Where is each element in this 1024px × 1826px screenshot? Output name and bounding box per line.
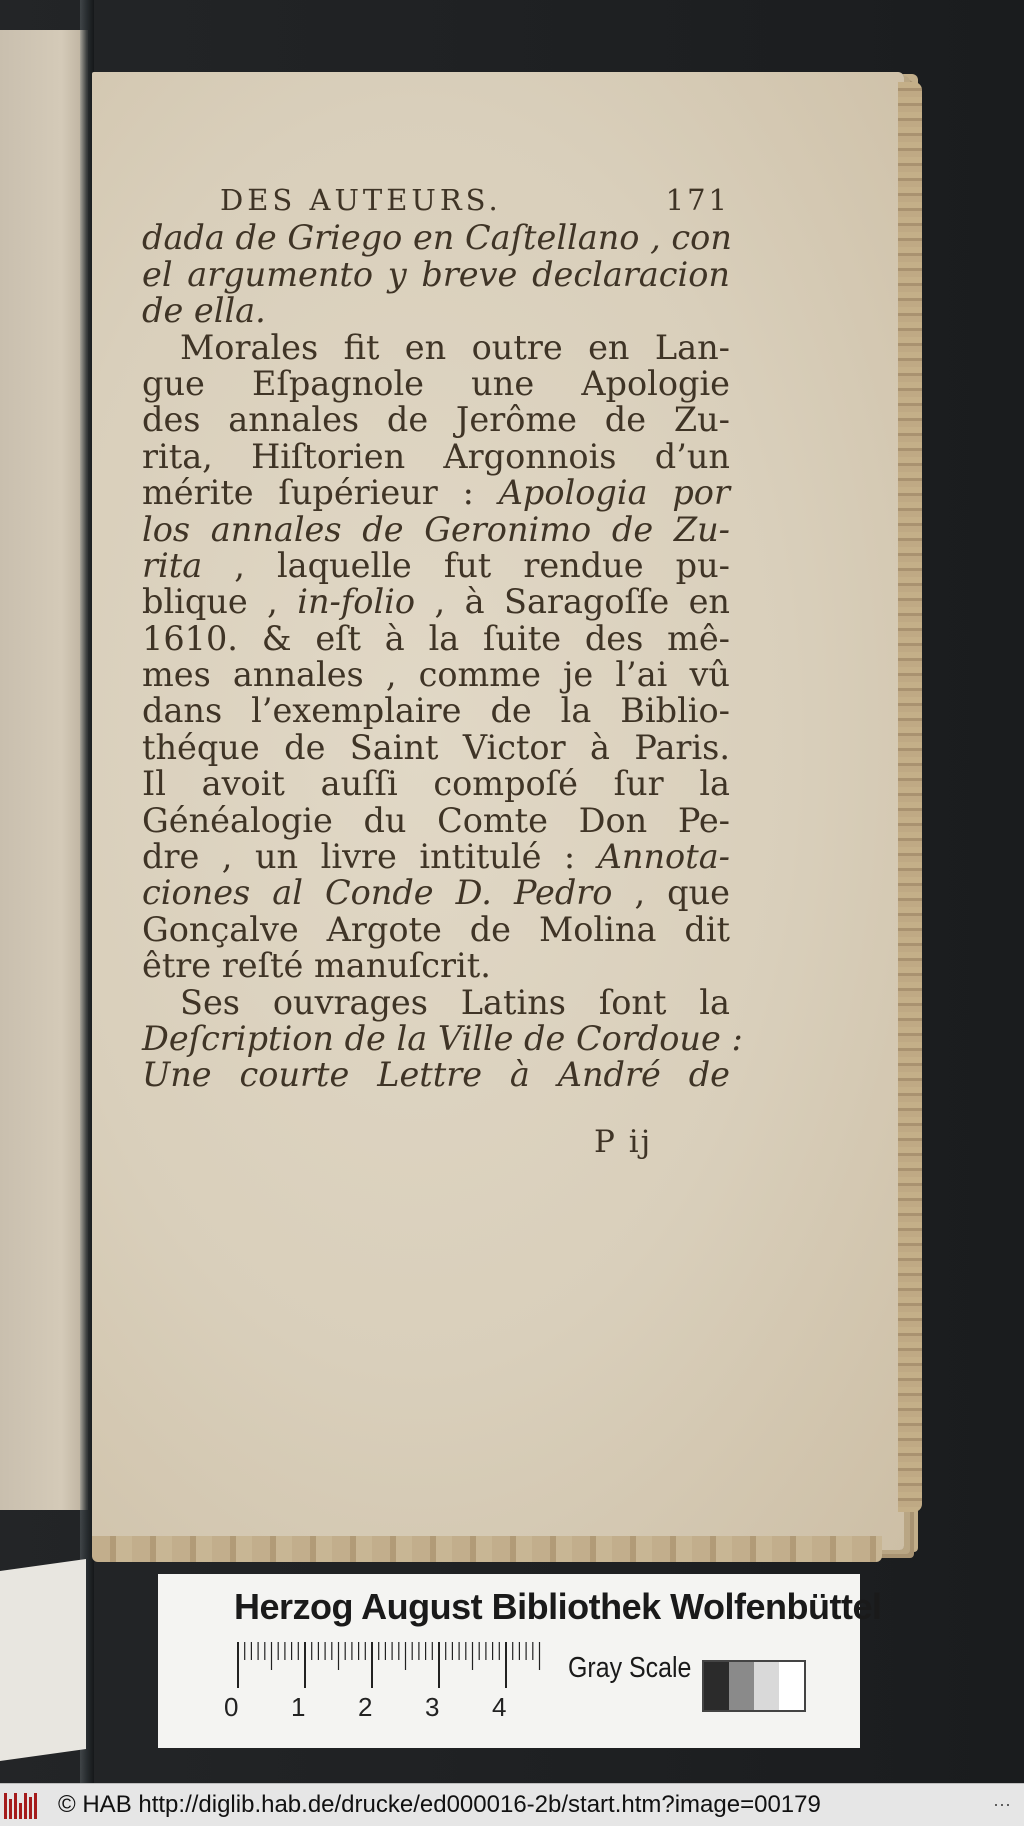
roman-text: être reſté manuſcrit. [142,946,491,986]
text-line [142,363,730,403]
italic-text: dada de Griego en Caſtellano , con [142,218,732,258]
gray-scale-label: Gray Scale [568,1652,692,1684]
italic-text: Deſcription de la Ville de Cordoue : [142,1019,743,1058]
book-page [92,72,904,1550]
page-number: 171 [665,183,730,217]
gray-swatch [729,1662,754,1710]
ruler-scale [236,1640,556,1690]
text-line [142,693,730,729]
text-line [142,436,730,476]
footer-bar [0,1783,1024,1826]
text-line [142,293,730,329]
ruler-number: 4 [492,1692,507,1722]
text-line [142,402,730,438]
roman-text: blique , [142,582,298,622]
italic-text: Annota- [597,837,730,877]
roman-text: théque de Saint Victor à Paris. [142,727,730,767]
text-lines [142,218,743,1095]
roman-text: mes annales , comme je l’ai vû [142,655,730,695]
ruler-number: 0 [224,1692,239,1722]
card-title: Herzog August Bibliothek Wolfenbüttel [234,1586,882,1627]
italic-text: Une courte Lettre à André de [142,1055,730,1095]
roman-text: dre , un livre intitulé : [142,837,598,877]
italic-text: de ella. [142,291,266,331]
signature-mark: P ij [594,1124,653,1160]
text-line [142,875,730,911]
running-head-title: DES AUTEURS. [220,183,502,217]
footer-url[interactable]: © HAB http://diglib.hab.de/drucke/ed000016-2b/start.htm?image=00179 [58,1791,821,1818]
text-line [142,327,730,367]
text-line [142,1019,743,1058]
text-line [142,254,730,294]
text-line [142,909,730,949]
text-line [142,509,730,549]
gray-scale-swatches [702,1660,806,1712]
roman-text: dans l’exemplaire de la Biblio- [142,691,730,731]
text-line [142,657,730,693]
adjacent-color-card [0,1559,86,1761]
roman-text: , laquelle fut rendue pu- [202,545,730,585]
page-text [142,182,743,1095]
roman-text: Gonçalve Argote de Molina dit [142,909,730,949]
ruler-number: 3 [425,1692,440,1722]
text-line [142,982,730,1022]
running-head [142,182,730,218]
roman-text: , que [612,873,731,913]
color-reference-card [158,1574,882,1748]
more-options-icon[interactable]: ⋯ [993,1794,1012,1815]
text-line [142,948,730,984]
roman-text: Il avoit auſſi compoſé ſur la [142,764,730,804]
roman-text: Généalogie du Comte Don Pe- [142,800,730,840]
roman-text: mérite ſupérieur : [142,473,499,513]
page-deckle-edge [898,82,922,1512]
text-line [142,727,730,767]
text-line [142,220,730,256]
gray-swatch [704,1662,729,1710]
hab-logo-icon [4,1791,48,1819]
text-line [142,545,730,585]
roman-text: des annales de Jerôme de Zu- [142,400,730,440]
italic-text: ciones al Conde D. Pedro [142,873,613,913]
italic-text: el argumento y breve declaracion [142,254,730,294]
roman-text: rita, Hiſtorien Argonnois d’un [142,436,730,476]
roman-text: Ses ouvrages Latins ſont la [180,982,730,1022]
roman-text: gue Eſpagnole une Apologie [142,363,730,403]
italic-text: los annales de Geronimo de Zu- [142,509,730,549]
ruler-number: 2 [358,1692,373,1722]
italic-text: Apologia por [498,473,730,513]
italic-text: in-folio [297,582,416,622]
text-line [142,800,730,840]
ruler-number: 1 [291,1692,306,1722]
text-line [142,766,730,802]
text-line [142,618,730,658]
gray-swatch [779,1662,804,1710]
roman-text: Morales fit en outre en Lan- [180,327,730,367]
roman-text: 1610. & eſt à la ſuite des mê- [142,618,730,658]
roman-text: , à Saragoſſe en [415,582,730,622]
page-bottom-edge [92,1536,882,1562]
text-line [142,475,730,511]
gray-swatch [754,1662,779,1710]
text-line [142,839,730,875]
text-line [142,584,730,620]
text-line [142,1057,730,1093]
adjacent-page-edge [0,30,88,1510]
italic-text: rita [142,545,203,585]
